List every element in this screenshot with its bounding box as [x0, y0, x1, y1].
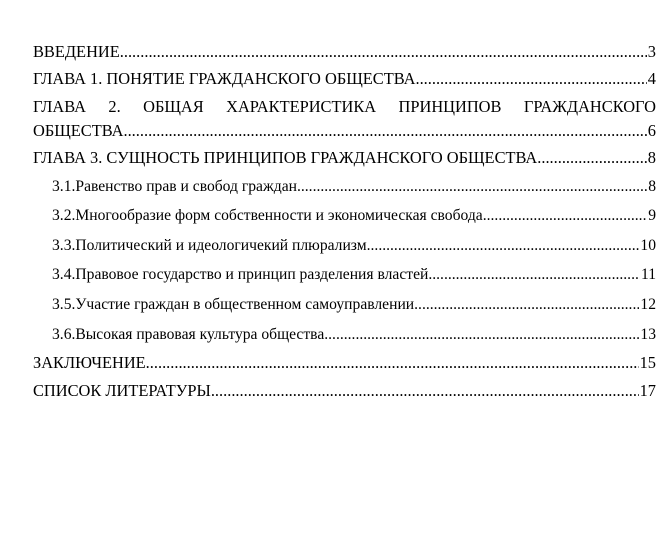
toc-entry-section-3-3[interactable] — [33, 231, 656, 261]
toc-entry-introduction[interactable] — [33, 38, 656, 65]
toc-entry-conclusion[interactable] — [33, 349, 656, 376]
toc-entry-title: ГЛАВА 1. ПОНЯТИЕ ГРАЖДАНСКОГО ОБЩЕСТВА — [33, 69, 416, 89]
toc-entry-title: Многообразие форм собственности и экономическая свобода — [75, 207, 483, 225]
toc-page-number: 13 — [640, 325, 656, 343]
toc-entry-chapter-2[interactable] — [33, 93, 656, 144]
toc-entry-title: Правовое государство и принцип разделения властей — [75, 266, 429, 284]
toc-entry-title: Участие граждан в общественном самоуправлении — [75, 295, 415, 313]
toc-entry-references[interactable] — [33, 377, 656, 404]
toc-page-number: 17 — [639, 380, 656, 400]
toc-entry-title: ЗАКЛЮЧЕНИЕ — [33, 353, 146, 373]
title-word: ХАРАКТЕРИСТИКА — [226, 96, 377, 116]
toc-page-number: 10 — [640, 236, 656, 254]
title-word: ГЛАВА — [33, 96, 86, 116]
dot-leader — [324, 320, 639, 350]
dot-leader — [211, 377, 639, 404]
toc-entry-title-line-2 — [33, 117, 656, 144]
toc-entry-chapter-1[interactable] — [33, 65, 656, 92]
section-number: 3.5. — [52, 295, 76, 313]
dot-leader — [483, 201, 647, 231]
toc-entry-title: СПИСОК ЛИТЕРАТУРЫ — [33, 380, 211, 400]
toc-page-number: 15 — [639, 353, 656, 373]
toc-page-number: 6 — [647, 120, 656, 140]
toc-entry-title: ГЛАВА 3. СУЩНОСТЬ ПРИНЦИПОВ ГРАЖДАНСКОГО ОБЩЕСТВА — [33, 148, 538, 168]
dot-leader — [415, 65, 646, 92]
toc-entry-chapter-3[interactable] — [33, 144, 656, 171]
toc-entry-section-3-6[interactable] — [33, 320, 656, 350]
toc-entry-section-3-5[interactable] — [33, 290, 656, 320]
toc-entry-section-3-1[interactable] — [33, 172, 656, 202]
toc-page-number: 9 — [648, 207, 656, 225]
section-number: 3.1. — [52, 177, 76, 195]
dot-leader — [123, 117, 646, 144]
title-word: ОБЩАЯ — [143, 96, 204, 116]
toc-entry-section-3-4[interactable] — [33, 260, 656, 290]
dot-leader — [146, 349, 639, 376]
toc-page-number: 4 — [647, 69, 656, 89]
toc-entry-title: Политический и идеологичекий плюрализм — [75, 236, 367, 254]
section-number: 3.3. — [52, 236, 76, 254]
toc-page-number: 11 — [640, 266, 656, 284]
dot-leader — [367, 231, 640, 261]
dot-leader — [428, 260, 640, 290]
section-number: 3.4. — [52, 266, 76, 284]
title-word: ПРИНЦИПОВ — [398, 96, 502, 116]
toc-page-number: 8 — [647, 148, 656, 168]
toc-entry-title-line-1 — [33, 93, 656, 117]
toc-entry-section-3-2[interactable] — [33, 201, 656, 231]
toc-page-number: 12 — [640, 295, 656, 313]
toc-entry-title: Равенство прав и свобод граждан — [75, 177, 297, 195]
title-word: ГРАЖДАНСКОГО — [523, 96, 656, 116]
toc-entry-title: Высокая правовая культура общества — [75, 325, 325, 343]
dot-leader — [537, 144, 647, 171]
table-of-contents — [33, 38, 656, 404]
dot-leader — [297, 172, 647, 202]
dot-leader — [120, 38, 647, 65]
dot-leader — [414, 290, 639, 320]
toc-page-number: 3 — [647, 42, 656, 61]
section-number: 3.6. — [52, 325, 76, 343]
title-word: 2. — [108, 96, 121, 116]
section-number: 3.2. — [52, 207, 76, 225]
toc-page-number: 8 — [648, 177, 656, 195]
toc-entry-title: ВВЕДЕНИЕ — [33, 42, 120, 61]
toc-entry-title: ОБЩЕСТВА — [33, 120, 124, 140]
